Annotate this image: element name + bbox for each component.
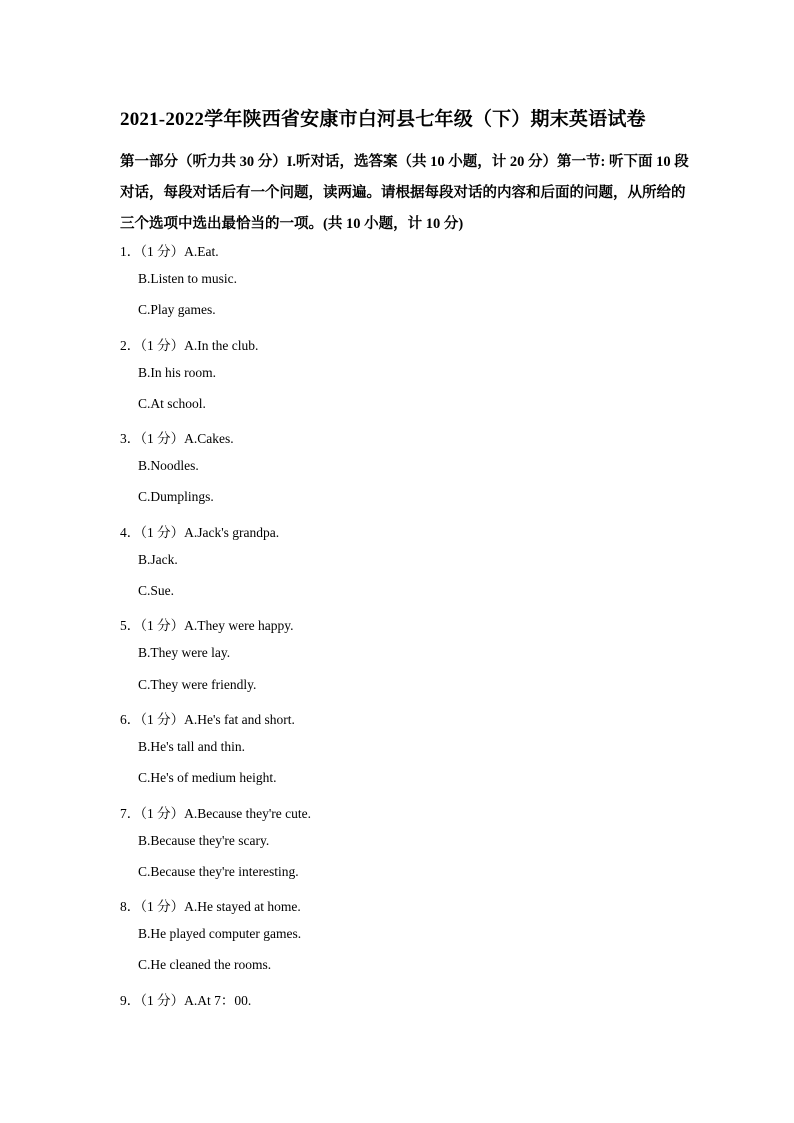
question-8-option-c: C.He cleaned the rooms. (138, 957, 272, 972)
question-1-option-c: C.Play games. (138, 302, 216, 317)
question-3-option-c: C.Dumplings. (138, 489, 214, 504)
question-6-option-c: C.He's of medium height. (138, 770, 277, 785)
option-a: A.Cakes. (184, 431, 234, 446)
question-number: 1．（1 分） (120, 244, 185, 259)
question-6 (120, 708, 295, 728)
option-a: A.He's fat and short. (184, 712, 295, 727)
question-1 (120, 240, 219, 260)
instruction-line-1: 第一部分（听力共 30 分）I.听对话，选答案（共 10 小题，计 20 分）第一节: 听下面 10 段 (120, 154, 689, 170)
option-a: A.Jack's grandpa. (184, 525, 280, 540)
question-7-option-b: B.Because they're scary. (138, 833, 270, 848)
question-5 (120, 614, 293, 634)
instruction-line-3: 三个选项中选出最恰当的一项。(共 10 小题，计 10 分) (120, 216, 464, 232)
question-number: 6．（1 分） (120, 712, 185, 727)
question-9 (120, 989, 251, 1009)
question-7 (120, 802, 311, 822)
question-8-option-b: B.He played computer games. (138, 926, 302, 941)
question-3 (120, 427, 234, 447)
question-number: 2．（1 分） (120, 338, 185, 353)
question-2-option-b: B.In his room. (138, 365, 217, 380)
question-6-option-b: B.He's tall and thin. (138, 739, 246, 754)
option-a: A.In the club. (184, 338, 259, 353)
option-a: A.Eat. (184, 244, 219, 259)
question-8 (120, 895, 301, 915)
question-4 (120, 521, 279, 541)
question-number: 4．（1 分） (120, 525, 185, 540)
question-7-option-c: C.Because they're interesting. (138, 864, 299, 879)
question-number: 3．（1 分） (120, 431, 185, 446)
question-4-option-c: C.Sue. (138, 583, 175, 598)
option-a: A.At 7：00. (184, 993, 252, 1008)
question-3-option-b: B.Noodles. (138, 458, 199, 473)
option-a: A.Because they're cute. (184, 806, 311, 821)
question-1-option-b: B.Listen to music. (138, 271, 237, 286)
question-number: 5．（1 分） (120, 618, 185, 633)
option-a: A.They were happy. (184, 618, 294, 633)
exam-title: 2021-2022学年陕西省安康市白河县七年级（下）期末英语试卷 (120, 109, 646, 130)
instruction-line-2: 对话，每段对话后有一个问题，读两遍。请根据每段对话的内容和后面的问题，从所给的 (120, 185, 686, 201)
question-number: 7．（1 分） (120, 806, 185, 821)
question-5-option-c: C.They were friendly. (138, 677, 257, 692)
question-2 (120, 334, 258, 354)
question-2-option-c: C.At school. (138, 396, 206, 411)
question-4-option-b: B.Jack. (138, 552, 178, 567)
question-number: 9．（1 分） (120, 993, 185, 1008)
option-a: A.He stayed at home. (184, 899, 301, 914)
question-number: 8．（1 分） (120, 899, 185, 914)
question-5-option-b: B.They were lay. (138, 645, 231, 660)
